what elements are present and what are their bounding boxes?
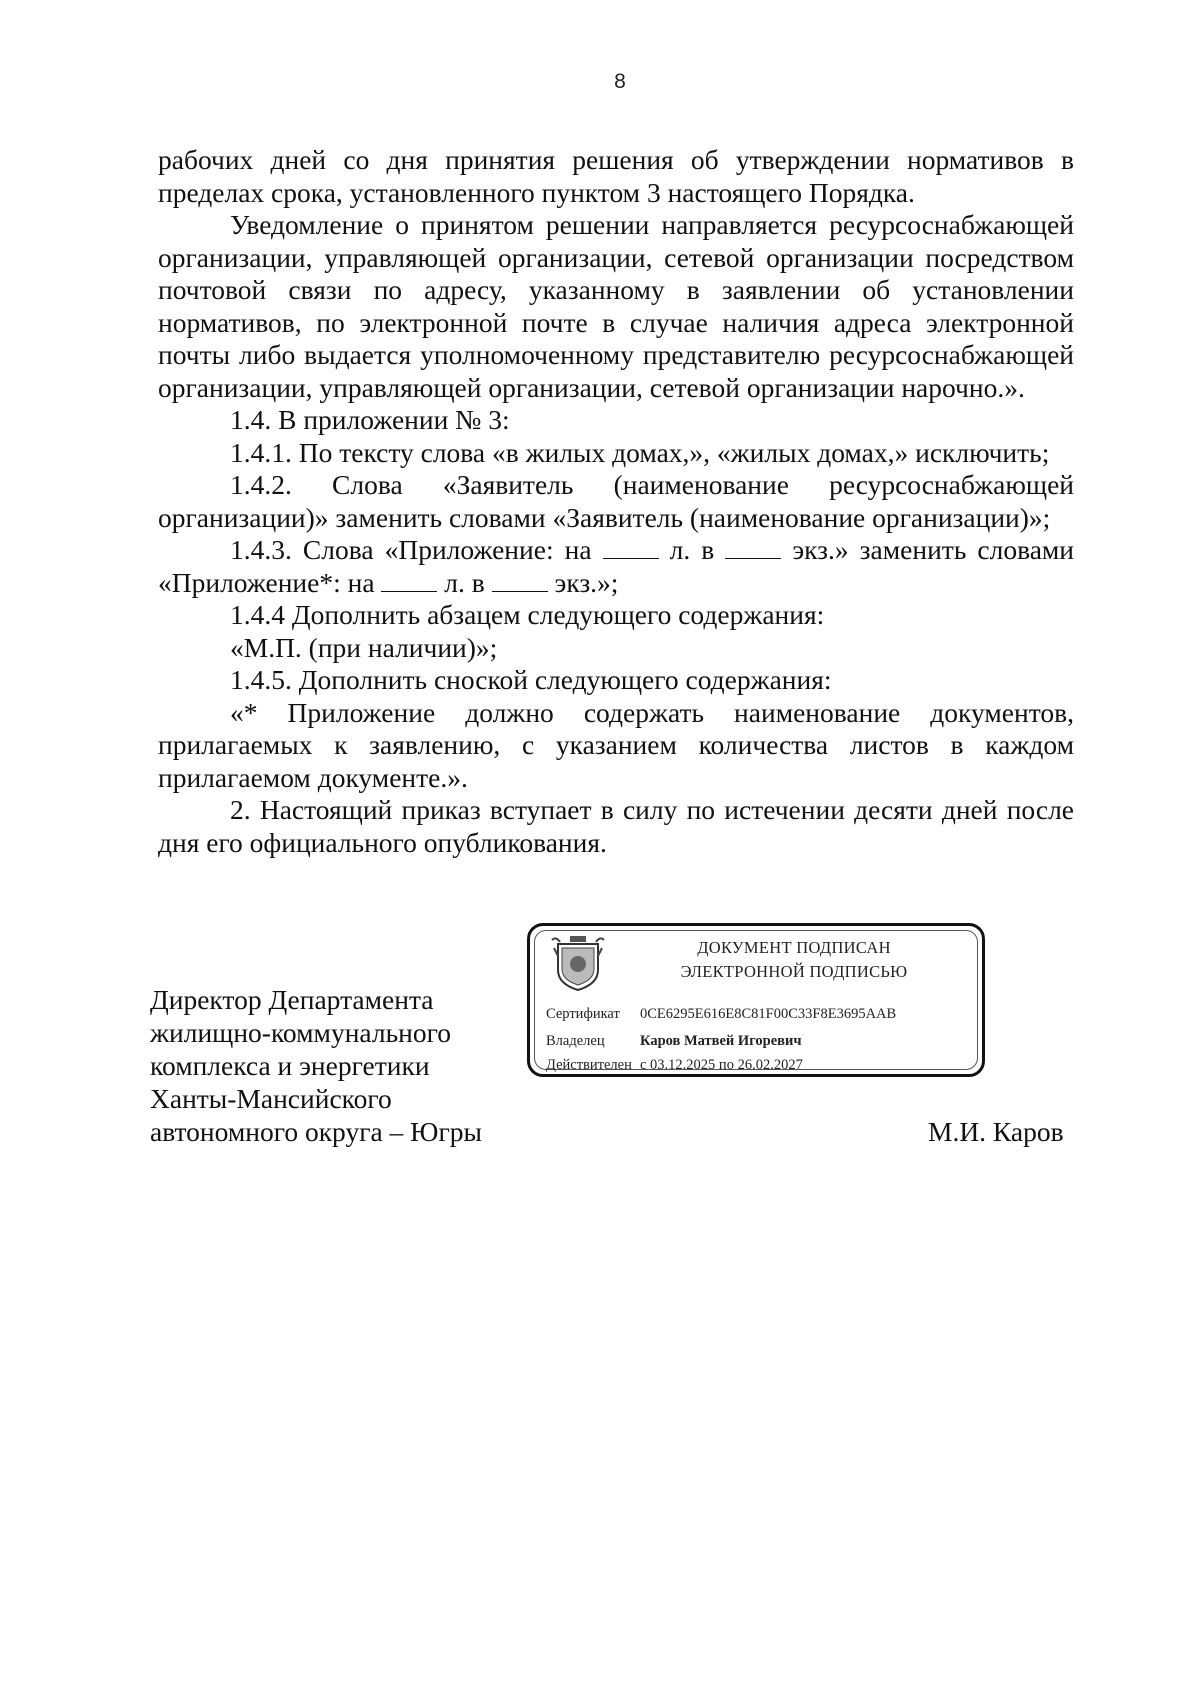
owner-value: Каров Матвей Игоревич bbox=[640, 1033, 802, 1049]
position-line: жилищно-коммунального bbox=[150, 1017, 451, 1048]
paragraph-item-1-4-5: 1.4.5. Дополнить сноской следующего содержания: bbox=[230, 664, 832, 695]
certificate-value: 0CE6295E616E8C81F00C33F8E3695AAB bbox=[640, 1006, 897, 1022]
position-line: автономного округа – Югры bbox=[150, 1116, 482, 1147]
owner-label: Владелец bbox=[546, 1033, 605, 1049]
paragraph-footnote: «* Приложение должно содержать наименование документов, прилагаемых к заявлению, с указанием количества листов в каждом прилагаемом документе.». bbox=[158, 696, 1074, 793]
paragraph-item-1-4-4: 1.4.4 Дополнить абзацем следующего содержания: bbox=[230, 599, 825, 630]
blank-line bbox=[725, 536, 781, 559]
paragraph-mp: «М.П. (при наличии)»; bbox=[230, 631, 498, 663]
signer-name: М.И. Каров bbox=[928, 1116, 1064, 1147]
stamp-certificate-row bbox=[546, 1006, 896, 1023]
item-143-part1: 1.4.3. Слова «Приложение: на bbox=[230, 534, 592, 565]
blank-line bbox=[603, 536, 659, 559]
validity-value: с 03.12.2025 по 26.02.2027 bbox=[640, 1057, 803, 1073]
paragraph-item-1-4-2: 1.4.2. Слова «Заявитель (наименование ресурсоснабжающей организации)» заменить словами «Заявитель (наименование организации)»; bbox=[158, 469, 1074, 533]
stamp-validity-row bbox=[546, 1057, 803, 1074]
item-143-part5: экз.»; bbox=[554, 566, 619, 598]
document-body bbox=[158, 144, 1074, 859]
item-143-part3: экз.» заменить словами «Приложение*: на bbox=[158, 534, 1075, 598]
blank-line bbox=[381, 569, 437, 592]
validity-label: Действителен bbox=[546, 1057, 632, 1073]
item-143-part4: л. в bbox=[444, 566, 485, 598]
stamp-owner-row bbox=[546, 1033, 802, 1050]
item-143-part2: л. в bbox=[669, 534, 715, 565]
coat-of-arms-icon bbox=[550, 934, 606, 994]
paragraph-item-1-4-1: 1.4.1. По тексту слова «в жилых домах,», «жилых домах,» исключить; bbox=[230, 436, 1050, 468]
blank-line bbox=[492, 569, 548, 592]
signatory-position bbox=[150, 983, 530, 1148]
position-line: комплекса и энергетики bbox=[150, 1050, 430, 1081]
paragraph-continuation: рабочих дней со дня принятия решения об утверждении нормативов в пределах срока, установленного пунктом 3 настоящего Порядка. bbox=[158, 144, 1074, 208]
paragraph-item-1-4-3 bbox=[158, 534, 1074, 599]
electronic-signature-stamp bbox=[527, 923, 985, 1077]
paragraph-notification: Уведомление о принятом решении направляется ресурсоснабжающей организации, управляющей организации, сетевой организации посредством почтовой связи по адресу, указанному в заявлении об установлении нормативов, по электронной почте в случае наличия адреса электронной почты либо выдается уполномоченному представителю ресурсоснабжающей организации, управляющей организации, сетевой организации нарочно.». bbox=[158, 209, 1074, 403]
certificate-label: Сертификат bbox=[546, 1006, 620, 1022]
paragraph-item-1-4: 1.4. В приложении № 3: bbox=[230, 404, 510, 435]
stamp-title-line1: ДОКУМЕНТ ПОДПИСАН bbox=[697, 938, 891, 957]
paragraph-item-2: 2. Настоящий приказ вступает в силу по истечении десяти дней после дня его официального опубликования. bbox=[158, 794, 1074, 858]
position-line: Директор Департамента bbox=[150, 984, 434, 1015]
position-line: Ханты-Мансийского bbox=[150, 1083, 392, 1114]
stamp-title-line2: ЭЛЕКТРОННОЙ ПОДПИСЬЮ bbox=[680, 962, 908, 981]
page-number: 8 bbox=[614, 70, 626, 93]
